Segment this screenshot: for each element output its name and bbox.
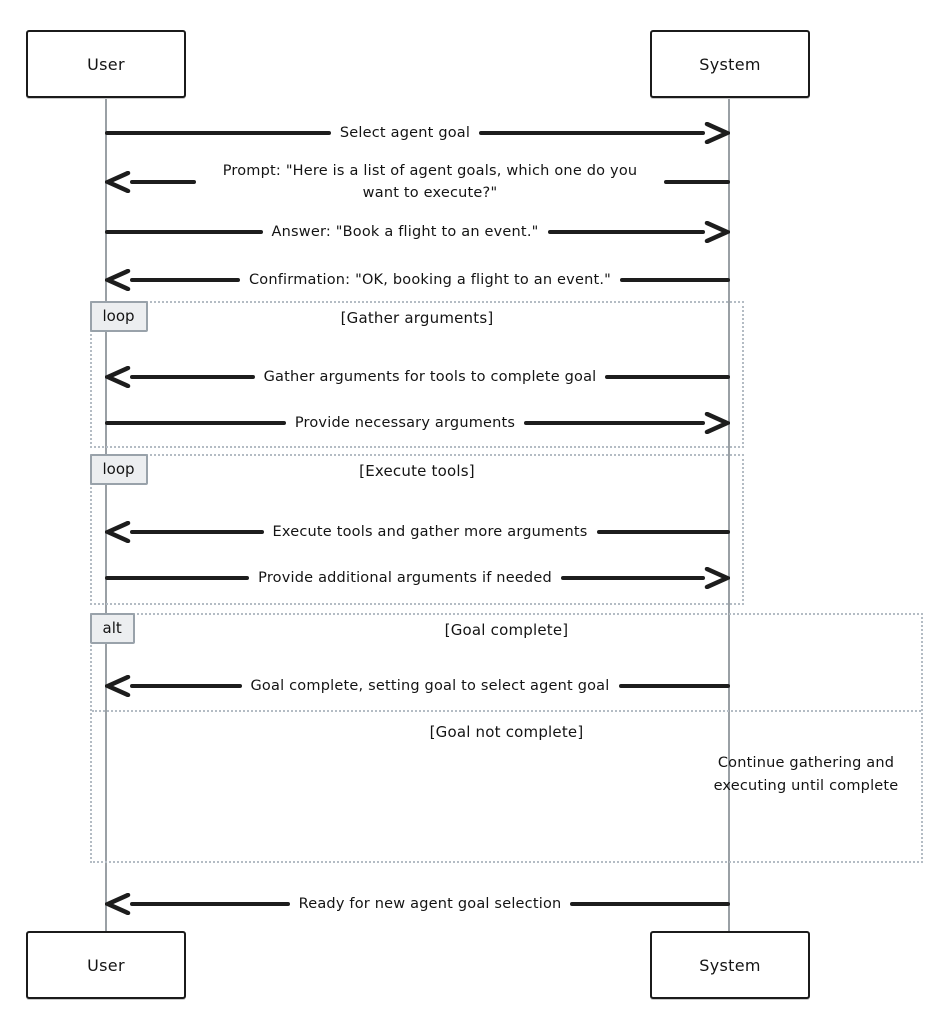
- actor-user-top: [26, 30, 186, 98]
- message-line: [105, 576, 249, 579]
- message-label: Gather arguments for tools to complete goal: [263, 368, 597, 385]
- message-line: [620, 278, 730, 281]
- message-line: [664, 180, 730, 183]
- actor-label: User: [87, 54, 125, 74]
- actor-label: System: [699, 54, 761, 74]
- message-label: Select agent goal: [339, 124, 471, 141]
- message-line: [479, 131, 705, 134]
- message-confirmation-booking: [105, 269, 730, 291]
- message-label: Provide necessary arguments: [294, 414, 516, 431]
- frame-alt-else-title: [Goal not complete]: [429, 723, 584, 741]
- message-answer-book-flight: [105, 221, 730, 243]
- arrowhead-left-icon: [105, 366, 131, 388]
- message-line: [130, 902, 290, 905]
- message-line: [105, 421, 286, 424]
- message-select-agent-goal: [105, 122, 730, 144]
- message-label: Prompt: "Here is a list of agent goals, which one do you want to execute?": [222, 162, 638, 201]
- message-line: [130, 375, 255, 378]
- arrowhead-left-icon: [105, 171, 131, 193]
- arrowhead-right-icon: [704, 412, 730, 434]
- frame-loop-title: [Execute tools]: [359, 462, 475, 480]
- message-goal-complete: [105, 675, 730, 697]
- message-line: [105, 230, 263, 233]
- actor-label: System: [699, 955, 761, 975]
- message-line: [570, 902, 730, 905]
- frame-loop-label: loop: [90, 454, 148, 485]
- message-line: [619, 684, 731, 687]
- message-label: Goal complete, setting goal to select agent goal: [250, 677, 610, 694]
- arrowhead-left-icon: [105, 675, 131, 697]
- message-line: [605, 375, 730, 378]
- actor-label: User: [87, 955, 125, 975]
- arrowhead-left-icon: [105, 521, 131, 543]
- message-label: Ready for new agent goal selection: [298, 895, 562, 912]
- message-label: Confirmation: "OK, booking a flight to an event.": [248, 271, 612, 288]
- message-execute-tools: [105, 521, 730, 543]
- frame-loop-title: [Gather arguments]: [340, 309, 494, 327]
- message-provide-additional-arguments: [105, 567, 730, 589]
- actor-system-top: [650, 30, 810, 98]
- message-line: [130, 530, 264, 533]
- frame-alt-title: [Goal complete]: [444, 621, 569, 639]
- message-line: [597, 530, 731, 533]
- alt-divider: [92, 710, 921, 712]
- message-line: [548, 230, 706, 233]
- arrowhead-left-icon: [105, 269, 131, 291]
- frame-alt-goal-complete: [90, 613, 923, 863]
- message-gather-arguments: [105, 366, 730, 388]
- actor-system-bottom: [650, 931, 810, 999]
- message-label: Answer: "Book a flight to an event.": [271, 223, 539, 240]
- message-provide-necessary-arguments: [105, 412, 730, 434]
- message-line: [130, 684, 242, 687]
- message-line: [105, 131, 331, 134]
- frame-alt-label: alt: [90, 613, 135, 644]
- arrowhead-left-icon: [105, 893, 131, 915]
- message-line: [561, 576, 705, 579]
- note-continue-gathering: Continue gathering and executing until complete: [713, 755, 899, 795]
- message-label: Execute tools and gather more arguments: [272, 523, 588, 540]
- message-prompt-agent-goals: [105, 159, 730, 205]
- message-line: [130, 278, 240, 281]
- arrowhead-right-icon: [704, 567, 730, 589]
- actor-user-bottom: [26, 931, 186, 999]
- message-line: [524, 421, 705, 424]
- arrowhead-right-icon: [704, 122, 730, 144]
- frame-loop-label: loop: [90, 301, 148, 332]
- message-ready-for-new-goal: [105, 893, 730, 915]
- message-line: [130, 180, 196, 183]
- arrowhead-right-icon: [704, 221, 730, 243]
- message-label: Provide additional arguments if needed: [258, 569, 552, 586]
